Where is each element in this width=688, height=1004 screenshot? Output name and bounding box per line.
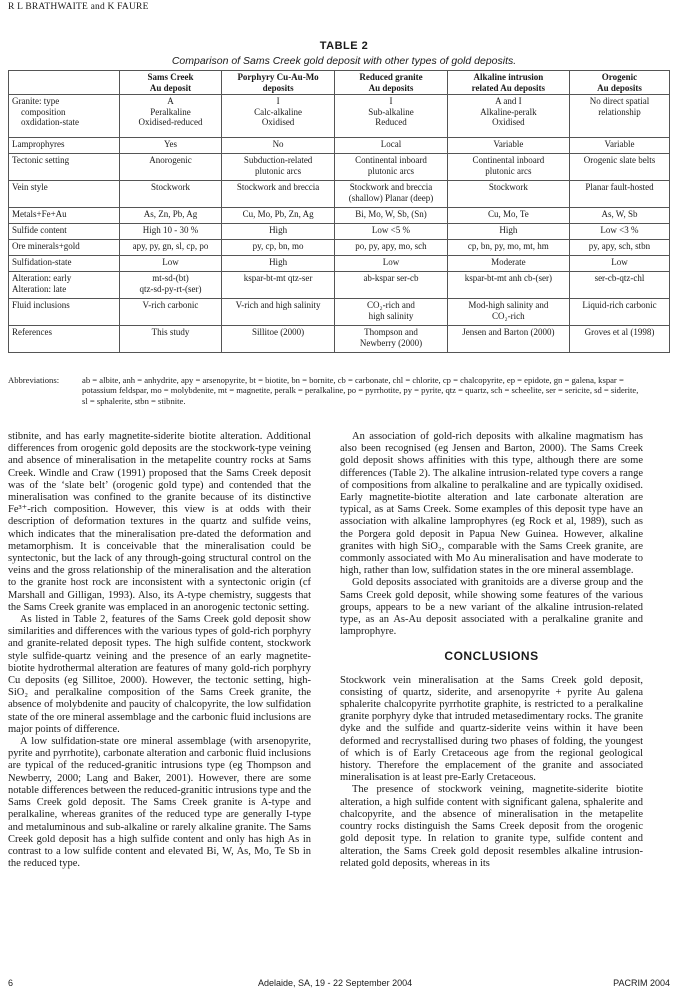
table-cell: Low <box>335 256 448 272</box>
table-row <box>9 95 670 138</box>
table-cell: kspar-bt-mt qtz-ser <box>221 272 334 299</box>
table-cell: py, cp, bn, mo <box>221 240 334 256</box>
table-cell: Sillitoe (2000) <box>221 326 334 353</box>
body-paragraph: Gold deposits associated with granitoids are a diverse group and the Sams Creek gold deposit, while showing some features of the various groups, appears to be a new variant of the alkaline intrusion-related type, as an As-Au deposit associated with a peralkaline granite and lamprophyre. <box>340 577 643 638</box>
table-cell: A Peralkaline Oxidised-reduced <box>120 95 222 138</box>
table-cell: As, Zn, Pb, Ag <box>120 208 222 224</box>
table-caption: Comparison of Sams Creek gold deposit with other types of gold deposits. <box>171 55 517 67</box>
body-paragraph: Stockwork vein mineralisation at the Sams Creek gold deposit, consisting of quartz, siderite, and arsenopyrite + pyrite Au galena sphalerite chalcopyrite pyrrhotite graphite, is restricted to a peralkaline granite porphyry dyke that intruded metasedimentary rocks. The granite dyke and the sulfide and quartz-siderite veins within it have been deformed and recrystallised during two phases of folding, the youngest of which is of Early Cretaceous age from the regional geological history. Therefore the emplacement of the granite and associated mineralisation is at least pre-Early Cretaceous. <box>340 674 643 784</box>
table-row-label: Sulfidation-state <box>9 256 120 272</box>
table-row <box>9 181 670 208</box>
table-cell: This study <box>120 326 222 353</box>
table-row-label: Granite: type composition oxdidation-state <box>9 95 120 138</box>
table-row <box>9 272 670 299</box>
table-cell: Low <5 % <box>335 224 448 240</box>
body-paragraph: The presence of stockwork veining, magnetite-siderite biotite alteration, a high sulfide content with significant galena, sphalerite and chalcopyrite, and the absence of mineralisation in the metapelite country rocks distinguish the Sams Creek deposit from the orogenic gold deposit type. In relation to granite type, sulfide content and alteration, the Sams Creek gold deposit resembles alkaline intrusion-related gold deposits, whereas in its <box>340 784 643 869</box>
table-row <box>9 138 670 154</box>
table-column-header: Alkaline intrusion related Au deposits <box>447 71 569 95</box>
table-cell: Continental inboard plutonic arcs <box>335 154 448 181</box>
table-cell: No direct spatial relationship <box>569 95 669 138</box>
table-row <box>9 256 670 272</box>
table-row <box>9 326 670 353</box>
table-row <box>9 240 670 256</box>
table-cell: ab-kspar ser-cb <box>335 272 448 299</box>
table-cell: apy, py, gn, sl, cp, po <box>120 240 222 256</box>
table-column-header: Orogenic Au deposits <box>569 71 669 95</box>
table-row-label: Fluid inclusions <box>9 299 120 326</box>
table-cell: V-rich carbonic <box>120 299 222 326</box>
table-cell: Planar fault-hosted <box>569 181 669 208</box>
table-header-corner <box>9 71 120 95</box>
table-cell: Continental inboard plutonic arcs <box>447 154 569 181</box>
table-cell: ser-cb-qtz-chl <box>569 272 669 299</box>
table-row-label: Ore minerals+gold <box>9 240 120 256</box>
table-cell: kspar-bt-mt anh cb-(ser) <box>447 272 569 299</box>
table-cell: I Calc-alkaline Oxidised <box>221 95 334 138</box>
table-cell: Stockwork <box>120 181 222 208</box>
body-paragraph: An association of gold-rich deposits with alkaline magmatism has also been recognised (eg Jensen and Barton, 2000). The Sams Creek gold deposit shows affinities with this type, although there are some differences (Table 2). The alkaline intrusion-related type covers a range of compositions from alkaline to peralkaline and are typically oxidised. Early magnetite-biotite alteration and late carbonate alteration are typical, as at Sams Creek. Some examples of this deposit type have an association with alkaline lamprophyres (eg Rock et al, 1989), such as the Porgera gold deposit in Papua New Guinea. However, alkaline granites with high SiO₂, comparable with the Sams Creek granite, are commonly associated with Mo Au mineralisation and have moderate to high, rather than low, sulfidation states in the ore mineral assemblage. <box>340 431 643 577</box>
table-cell: py, apy, sch, stbn <box>569 240 669 256</box>
table-cell: Subduction-related plutonic arcs <box>221 154 334 181</box>
table-cell: Moderate <box>447 256 569 272</box>
table-title: TABLE 2 <box>319 40 369 52</box>
table-cell: As, W, Sb <box>569 208 669 224</box>
table-cell: Liquid-rich carbonic <box>569 299 669 326</box>
table-cell: Stockwork and breccia <box>221 181 334 208</box>
table-row-label: Tectonic setting <box>9 154 120 181</box>
table-cell: mt-sd-(bt) qtz-sd-py-rt-(ser) <box>120 272 222 299</box>
table-row <box>9 299 670 326</box>
table-column-header: Porphyry Cu-Au-Mo deposits <box>221 71 334 95</box>
table-row <box>9 208 670 224</box>
table-cell: Bi, Mo, W, Sb, (Sn) <box>335 208 448 224</box>
body-column-right <box>340 431 643 870</box>
table-header-row <box>9 71 670 95</box>
table-cell: High <box>221 224 334 240</box>
table-column-header: Sams Creek Au deposit <box>120 71 222 95</box>
table-cell: CO₂-rich and high salinity <box>335 299 448 326</box>
body-column-left <box>8 431 311 870</box>
table-cell: Local <box>335 138 448 154</box>
table-row <box>9 154 670 181</box>
page-number: 6 <box>8 978 14 988</box>
table-cell: Groves et al (1998) <box>569 326 669 353</box>
table-cell: Stockwork and breccia (shallow) Planar (deep) <box>335 181 448 208</box>
table-cell: V-rich and high salinity <box>221 299 334 326</box>
table-cell: Stockwork <box>447 181 569 208</box>
conference-name: PACRIM 2004 <box>613 978 670 988</box>
body-paragraph: As listed in Table 2, features of the Sams Creek gold deposit show similarities and differences with the various types of gold-rich porphyry and granite-related deposit types. The high sulfide content, stockwork style sulfide-quartz veining and the presence of an early magnetite-biotite hydrothermal alteration are features of many gold-rich porphyry Cu deposits (eg Sillitoe, 2000). However, the tectonic setting, high-SiO₂ and peralkaline composition of the Sams Creek granite, the absence of molybdenite and paucity of chalcopyrite, the low sulfidation state of the ore mineral assemblage and the carbonic fluid inclusions are major points of difference. <box>8 614 311 735</box>
table-row-label: Lamprophyres <box>9 138 120 154</box>
table-row-label: Alteration: early Alteration: late <box>9 272 120 299</box>
table-cell: High 10 - 30 % <box>120 224 222 240</box>
body-paragraph: stibnite, and has early magnetite-siderite biotite alteration. Additional differences from orogenic gold deposits are the stockwork-type veining and absence of mineralisation in the metapelite country rocks at Sams Creek. Windle and Craw (1991) proposed that the Sams Creek deposit was of the ‘slate belt’ (orogenic gold type) and contended that the mineralisation was confined to the granite because of its distinctive Fe³⁺-rich composition. However, this view is at odds with their description of deformation textures in the quartz and sulfide veins, which indicates that the mineralisation pre-dated the deformation and metamorphism. It is conceivable that the mineralisation could be syntectonic, but the lack of any through-going structural control on the veins and the gross relationship of the mineralisation and the alteration to the granite host rock are inconsistent with a syntectonic origin (cf Marshall and Gilligan, 1993). Also, its A-type chemistry, suggests that the Sams Creek granite was emplaced in an anorogenic tectonic setting. <box>8 431 311 613</box>
table-cell: Cu, Mo, Pb, Zn, Ag <box>221 208 334 224</box>
body-paragraph: A low sulfidation-state ore mineral assemblage (with arsenopyrite, pyrite and pyrrhotite), carbonate alteration and carbonic fluid inclusions are typical of the reduced-granitic intrusions type (eg Thompson and Newberry, 2000; Lang and Baker, 2001). However, there are some notable differences between the reduced-granitic intrusions type and the Sams Creek gold deposit. The Sams Creek granite is A-type and peralkaline, whereas granites of the reduced type are generally I-type and metaluminous and sub-alkaline or rarely alkaline granite. The Sams Creek gold deposit has a high sulfide content and only has high As in contrast to a low sulfide content and elevated Bi, W, As, Mo, Te Sb in the reduced type. <box>8 736 311 870</box>
comparison-table <box>8 70 670 353</box>
table-cell: High <box>221 256 334 272</box>
table-cell: Low <box>120 256 222 272</box>
table-cell: Mod-high salinity and CO₂-rich <box>447 299 569 326</box>
abbreviations-text: ab = albite, anh = anhydrite, apy = arsenopyrite, bt = biotite, bn = bornite, cb = carbonate, chl = chlorite, cp = chalcopyrite, ep = epidote, gn = galena, kspar = potassium feldspar, mo = molybdenite, mt = magnetite, peralk = peralkaline, po = pyrrhotite, py = pyrite, qtz = quartz, sch = scheelite, ser = sericite, sd = siderite, sl = sphalerite, stbn = stibnite. <box>82 375 639 406</box>
table-cell: Variable <box>569 138 669 154</box>
conference-line: Adelaide, SA, 19 - 22 September 2004 <box>258 978 413 988</box>
table-row-label: Vein style <box>9 181 120 208</box>
table-cell: Jensen and Barton (2000) <box>447 326 569 353</box>
table-cell: A and I Alkaline-peralk Oxidised <box>447 95 569 138</box>
table-cell: High <box>447 224 569 240</box>
table-cell: cp, bn, py, mo, mt, hm <box>447 240 569 256</box>
table-row-label: References <box>9 326 120 353</box>
table-cell: Low <box>569 256 669 272</box>
table-cell: Variable <box>447 138 569 154</box>
table-cell: No <box>221 138 334 154</box>
table-column-header: Reduced granite Au deposits <box>335 71 448 95</box>
table-cell: I Sub-alkaline Reduced <box>335 95 448 138</box>
table-cell: po, py, apy, mo, sch <box>335 240 448 256</box>
table-cell: Thompson and Newberry (2000) <box>335 326 448 353</box>
table-row-label: Metals+Fe+Au <box>9 208 120 224</box>
abbreviations-label: Abbreviations: <box>8 375 60 385</box>
table-cell: Low <3 % <box>569 224 669 240</box>
table-cell: Orogenic slate belts <box>569 154 669 181</box>
running-head: R L BRATHWAITE and K FAURE <box>8 2 149 12</box>
table-cell: Cu, Mo, Te <box>447 208 569 224</box>
table-row <box>9 224 670 240</box>
conclusions-heading: CONCLUSIONS <box>444 649 539 664</box>
table-row-label: Sulfide content <box>9 224 120 240</box>
table-cell: Yes <box>120 138 222 154</box>
table-cell: Anorogenic <box>120 154 222 181</box>
